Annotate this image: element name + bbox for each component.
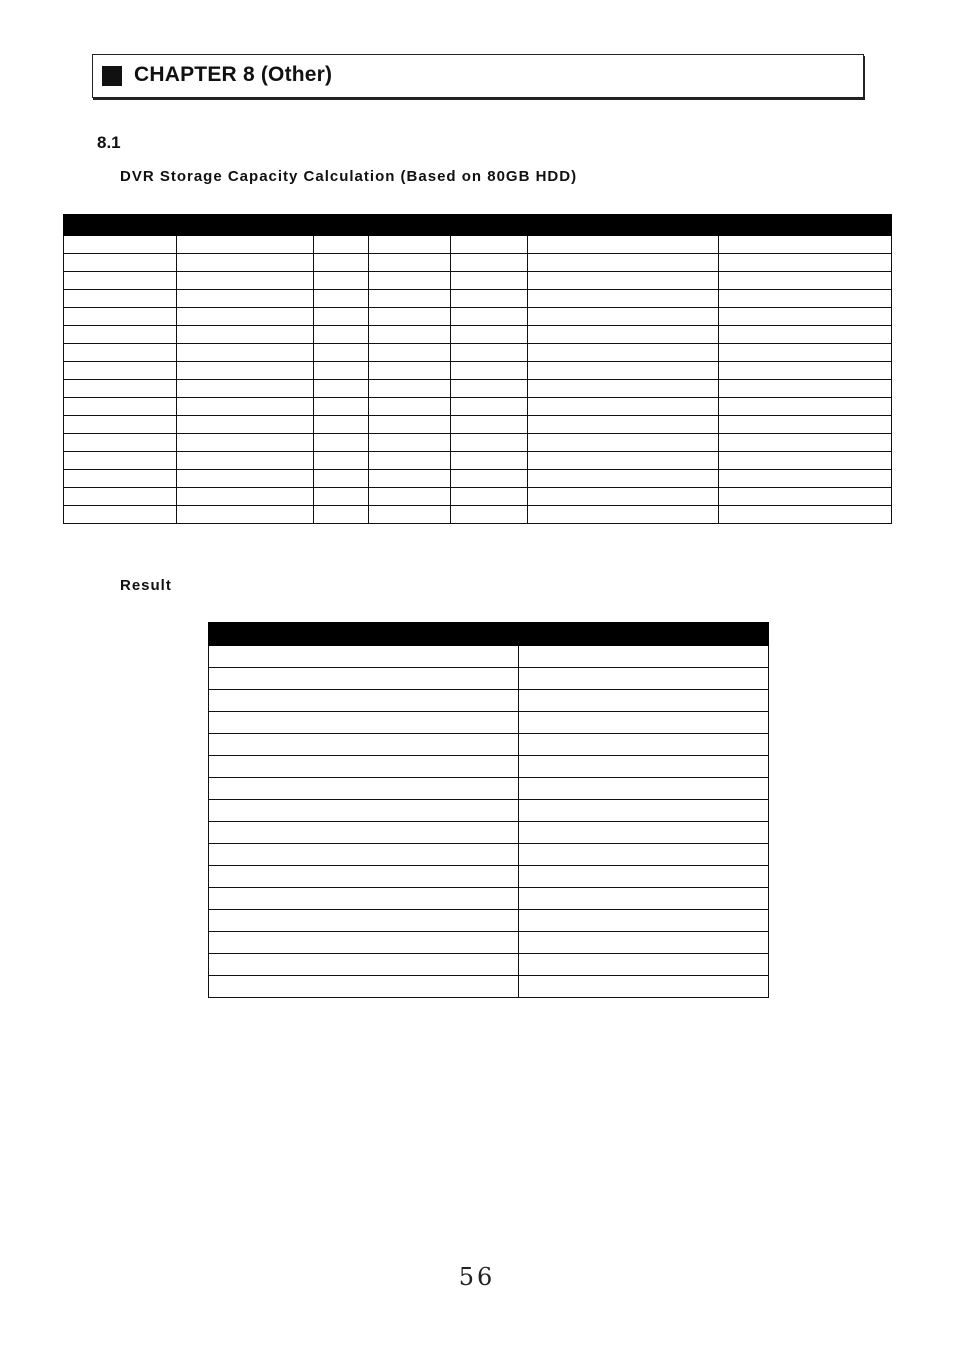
table-cell <box>64 452 177 470</box>
table-cell <box>451 236 528 254</box>
header-cell <box>451 215 528 236</box>
table-cell <box>314 290 369 308</box>
table-cell <box>451 434 528 452</box>
table-cell <box>528 236 719 254</box>
header-cell <box>719 215 892 236</box>
table-cell <box>64 290 177 308</box>
table-cell <box>719 236 892 254</box>
table-cell <box>528 308 719 326</box>
table-cell <box>314 326 369 344</box>
table-cell <box>314 272 369 290</box>
table-cell <box>209 910 519 932</box>
table-cell <box>314 488 369 506</box>
table-cell <box>209 668 519 690</box>
calc-table-header-row <box>64 215 892 236</box>
table-cell <box>314 506 369 524</box>
table-cell <box>209 976 519 998</box>
table-cell <box>64 434 177 452</box>
header-cell <box>314 215 369 236</box>
result-table-row <box>209 954 769 976</box>
table-cell <box>719 434 892 452</box>
table-cell <box>719 470 892 488</box>
table-cell <box>177 416 314 434</box>
table-cell <box>209 954 519 976</box>
table-cell <box>719 290 892 308</box>
table-cell <box>528 470 719 488</box>
table-cell <box>64 236 177 254</box>
table-cell <box>519 932 769 954</box>
table-cell <box>451 308 528 326</box>
table-cell <box>528 344 719 362</box>
table-cell <box>177 398 314 416</box>
table-cell <box>177 326 314 344</box>
table-cell <box>369 272 451 290</box>
table-cell <box>369 488 451 506</box>
result-table <box>208 622 769 998</box>
result-table-row <box>209 932 769 954</box>
table-cell <box>451 470 528 488</box>
calc-table-row <box>64 236 892 254</box>
table-cell <box>451 254 528 272</box>
header-cell <box>519 623 769 646</box>
table-cell <box>177 362 314 380</box>
table-cell <box>64 362 177 380</box>
calc-table-row <box>64 344 892 362</box>
table-cell <box>209 800 519 822</box>
calc-table-row <box>64 254 892 272</box>
section-title: DVR Storage Capacity Calculation (Based on 80GB HDD) <box>120 168 578 185</box>
table-cell <box>719 416 892 434</box>
table-cell <box>209 690 519 712</box>
table-cell <box>64 416 177 434</box>
table-cell <box>451 290 528 308</box>
calc-table-row <box>64 380 892 398</box>
table-cell <box>369 380 451 398</box>
calc-table-row <box>64 362 892 380</box>
table-cell <box>369 290 451 308</box>
calc-table-row <box>64 488 892 506</box>
result-table-row <box>209 822 769 844</box>
table-cell <box>719 326 892 344</box>
result-table-row <box>209 668 769 690</box>
table-cell <box>528 272 719 290</box>
table-cell <box>314 344 369 362</box>
table-cell <box>519 888 769 910</box>
table-cell <box>177 470 314 488</box>
table-cell <box>528 434 719 452</box>
table-cell <box>519 866 769 888</box>
result-table-row <box>209 844 769 866</box>
table-cell <box>451 380 528 398</box>
table-cell <box>209 778 519 800</box>
table-cell <box>64 470 177 488</box>
table-cell <box>209 734 519 756</box>
chapter-square-icon <box>102 66 122 86</box>
table-cell <box>519 910 769 932</box>
result-label: Result <box>120 577 172 594</box>
table-cell <box>177 254 314 272</box>
table-cell <box>519 756 769 778</box>
table-cell <box>528 488 719 506</box>
table-cell <box>519 954 769 976</box>
table-cell <box>314 308 369 326</box>
table-cell <box>719 380 892 398</box>
calc-table-row <box>64 506 892 524</box>
result-table-row <box>209 734 769 756</box>
table-cell <box>209 888 519 910</box>
table-cell <box>528 254 719 272</box>
page-number: 56 <box>458 1263 496 1291</box>
table-cell <box>528 290 719 308</box>
table-cell <box>519 976 769 998</box>
table-cell <box>177 272 314 290</box>
table-cell <box>451 488 528 506</box>
result-table-row <box>209 976 769 998</box>
table-cell <box>177 488 314 506</box>
header-cell <box>369 215 451 236</box>
table-cell <box>209 712 519 734</box>
table-cell <box>519 822 769 844</box>
header-cell <box>528 215 719 236</box>
table-cell <box>719 488 892 506</box>
table-cell <box>369 326 451 344</box>
table-cell <box>64 254 177 272</box>
table-cell <box>369 362 451 380</box>
table-cell <box>209 756 519 778</box>
result-table-row <box>209 690 769 712</box>
table-cell <box>369 416 451 434</box>
table-cell <box>369 506 451 524</box>
table-cell <box>451 416 528 434</box>
table-cell <box>314 236 369 254</box>
chapter-title: CHAPTER 8 (Other) <box>134 63 333 86</box>
table-cell <box>369 452 451 470</box>
table-cell <box>451 326 528 344</box>
calc-table-row <box>64 326 892 344</box>
table-cell <box>314 362 369 380</box>
table-cell <box>528 452 719 470</box>
table-cell <box>519 668 769 690</box>
table-cell <box>519 712 769 734</box>
table-cell <box>451 362 528 380</box>
calc-table-row <box>64 308 892 326</box>
table-cell <box>314 416 369 434</box>
table-cell <box>719 308 892 326</box>
table-cell <box>64 308 177 326</box>
table-cell <box>451 452 528 470</box>
calc-table-row <box>64 452 892 470</box>
table-cell <box>177 308 314 326</box>
table-cell <box>528 398 719 416</box>
table-cell <box>369 344 451 362</box>
table-cell <box>64 380 177 398</box>
table-cell <box>177 236 314 254</box>
table-cell <box>209 646 519 668</box>
result-table-row <box>209 712 769 734</box>
table-cell <box>519 800 769 822</box>
table-cell <box>719 506 892 524</box>
table-cell <box>177 434 314 452</box>
table-cell <box>369 398 451 416</box>
result-table-header-row <box>209 623 769 646</box>
table-cell <box>519 844 769 866</box>
table-cell <box>64 506 177 524</box>
table-cell <box>451 272 528 290</box>
table-cell <box>314 380 369 398</box>
result-table-row <box>209 646 769 668</box>
section-number: 8.1 <box>97 133 121 152</box>
table-cell <box>528 362 719 380</box>
result-table-row <box>209 756 769 778</box>
table-cell <box>528 506 719 524</box>
table-cell <box>314 470 369 488</box>
calc-table-row <box>64 272 892 290</box>
result-table-row <box>209 910 769 932</box>
table-cell <box>209 866 519 888</box>
table-cell <box>314 254 369 272</box>
table-cell <box>369 470 451 488</box>
table-cell <box>451 398 528 416</box>
result-table-row <box>209 778 769 800</box>
table-cell <box>369 434 451 452</box>
table-cell <box>369 236 451 254</box>
table-cell <box>209 932 519 954</box>
table-cell <box>64 272 177 290</box>
table-cell <box>177 344 314 362</box>
table-cell <box>451 344 528 362</box>
storage-calculation-table <box>63 214 892 524</box>
calc-table-row <box>64 470 892 488</box>
calc-table-row <box>64 434 892 452</box>
table-cell <box>177 380 314 398</box>
table-cell <box>519 690 769 712</box>
result-table-row <box>209 866 769 888</box>
table-cell <box>64 488 177 506</box>
header-cell <box>177 215 314 236</box>
table-cell <box>719 272 892 290</box>
table-cell <box>528 326 719 344</box>
chapter-header <box>92 54 864 98</box>
calc-table-row <box>64 290 892 308</box>
table-cell <box>528 416 719 434</box>
table-cell <box>177 452 314 470</box>
table-cell <box>719 344 892 362</box>
table-cell <box>177 290 314 308</box>
table-cell <box>719 362 892 380</box>
table-cell <box>528 380 719 398</box>
calc-table-row <box>64 398 892 416</box>
table-cell <box>519 778 769 800</box>
table-cell <box>314 434 369 452</box>
table-cell <box>369 308 451 326</box>
table-cell <box>64 326 177 344</box>
table-cell <box>519 734 769 756</box>
table-cell <box>519 646 769 668</box>
table-cell <box>64 344 177 362</box>
table-cell <box>209 844 519 866</box>
table-cell <box>209 822 519 844</box>
result-table-row <box>209 800 769 822</box>
table-cell <box>177 506 314 524</box>
result-table-row <box>209 888 769 910</box>
table-cell <box>369 254 451 272</box>
table-cell <box>64 398 177 416</box>
table-cell <box>314 452 369 470</box>
calc-table-row <box>64 416 892 434</box>
table-cell <box>719 452 892 470</box>
header-cell <box>64 215 177 236</box>
table-cell <box>719 398 892 416</box>
table-cell <box>314 398 369 416</box>
header-cell <box>209 623 519 646</box>
table-cell <box>451 506 528 524</box>
table-cell <box>719 254 892 272</box>
